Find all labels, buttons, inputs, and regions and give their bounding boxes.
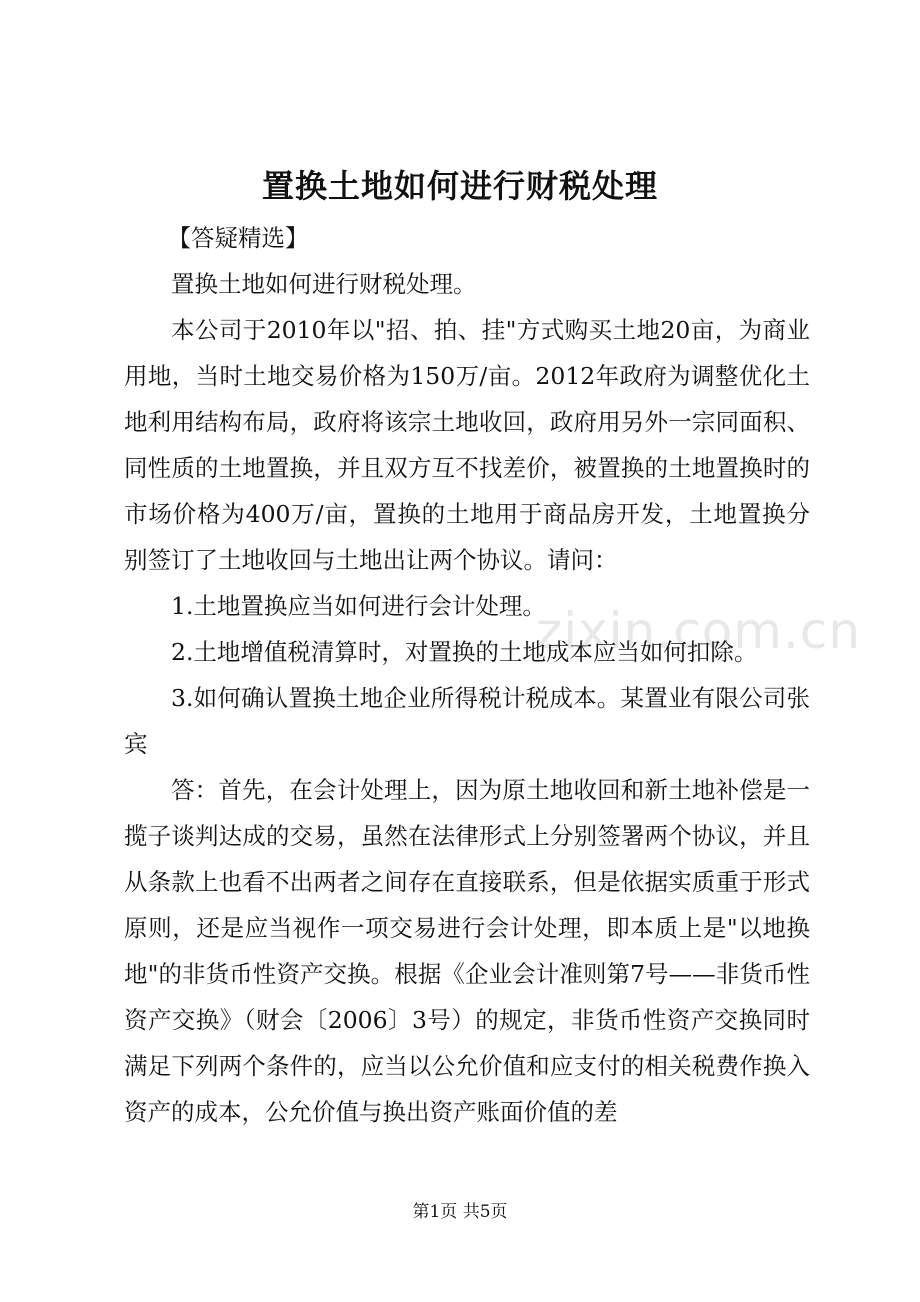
paragraph-question-1: 1.土地置换应当如何进行会计处理。 <box>171 592 546 620</box>
paragraph-question-summary: 置换土地如何进行财税处理。 <box>171 270 477 298</box>
document-title: 置换土地如何进行财税处理 <box>261 167 658 205</box>
paragraph-background: 本公司于2010年以"招、拍、挂"方式购买土地20亩，为商业用地，当时土地交易价格为150万/亩。2012年政府为调整优化土地利用结构布局，政府将该宗土地收回，政府用另外一宗同面积、同性质的土地置换，并且双方互不找差价，被置换的土地置换时的市场价格为400万/亩，置换的土地用于商品房开发，土地置换分别签订了土地收回与土地出让两个协议。请问： <box>124 316 810 574</box>
watermark: zixin.com.cn <box>536 602 862 660</box>
document-body <box>124 215 810 1135</box>
paragraph-question-2: 2.土地增值税清算时，对置换的土地成本应当如何扣除。 <box>171 638 758 666</box>
paragraph-answer: 答：首先，在会计处理上，因为原土地收回和新土地补偿是一揽子谈判达成的交易，虽然在法律形式上分别签署两个协议，并且从条款上也看不出两者之间存在直接联系，但是依据实质重于形式原则，还是应当视作一项交易进行会计处理，即本质上是"以地换地"的非货币性资产交换。根据《企业会计准则第7号——非货币性资产交换》（财会〔2006〕3号）的规定，非货币性资产交换同时满足下列两个条件的，应当以公允价值和应支付的相关税费作换入资产的成本，公允价值与换出资产账面价值的差 <box>124 776 810 1126</box>
section-tag: 【答疑精选】 <box>167 224 309 252</box>
paragraph-question-3: 3.如何确认置换土地企业所得税计税成本。某置业有限公司张宾 <box>124 684 810 758</box>
page-footer: 第1页 共5页 <box>412 1202 508 1222</box>
